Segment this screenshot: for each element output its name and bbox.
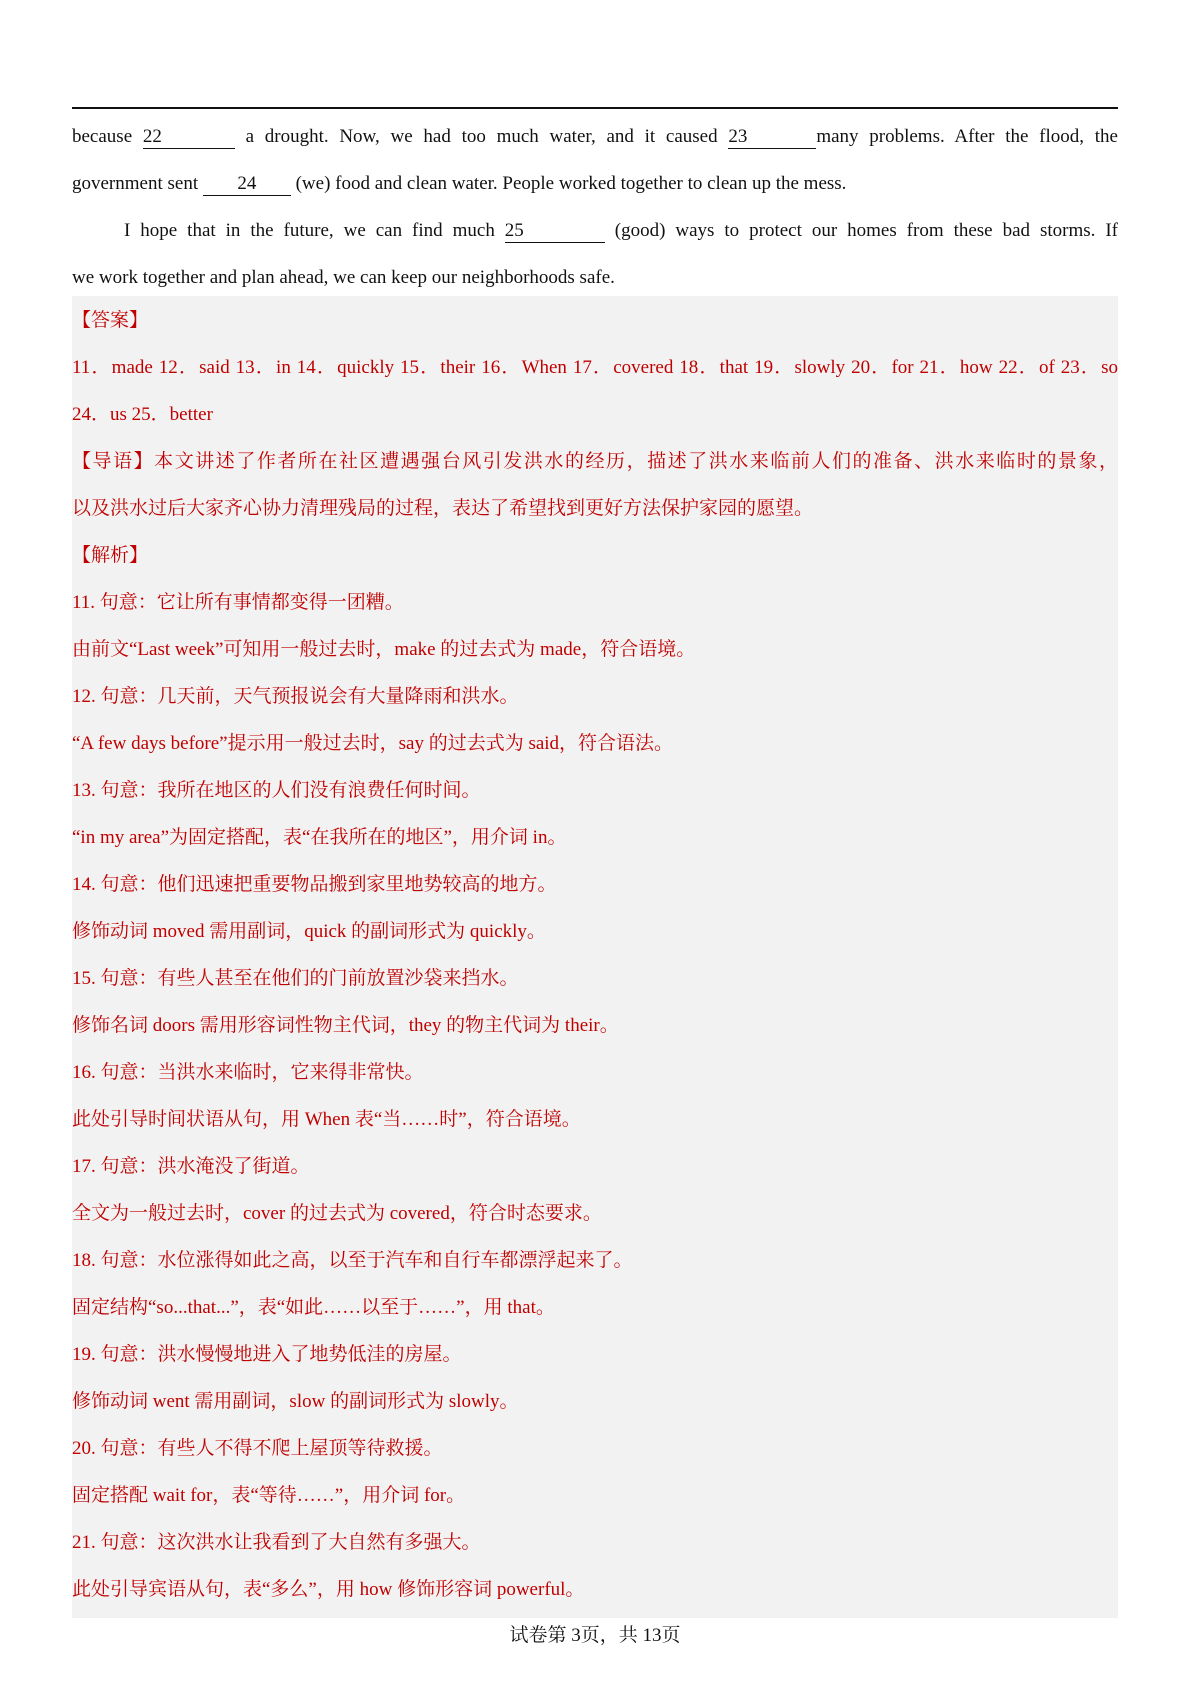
blank-24: 24 xyxy=(203,173,291,196)
analysis-18-meaning: 18. 句意：水位涨得如此之高，以至于汽车和自行车都漂浮起来了。 xyxy=(72,1250,633,1271)
passage-text: (we) food and clean water. People worked together to clean up the mess. xyxy=(290,173,847,194)
analysis-13-meaning: 13. 句意：我所在地区的人们没有浪费任何时间。 xyxy=(72,780,481,801)
passage-line-4: we work together and plan ahead, we can keep our neighborhoods safe. xyxy=(72,267,615,288)
analysis-14-meaning: 14. 句意：他们迅速把重要物品搬到家里地势较高的地方。 xyxy=(72,874,557,895)
passage-line-2 xyxy=(72,160,1118,207)
analysis-19-explain: 修饰动词 went 需用副词，slow 的副词形式为 slowly。 xyxy=(72,1391,519,1412)
guide-line-1: 【导语】本文讲述了作者所在社区遭遇强台风引发洪水的经历，描述了洪水来临前人们的准备、洪水来临时的景象， xyxy=(72,451,1118,472)
answer-heading: 【答案】 xyxy=(72,310,149,331)
blank-22: 22 xyxy=(143,126,235,149)
analysis-12-meaning: 12. 句意：几天前，天气预报说会有大量降雨和洪水。 xyxy=(72,686,519,707)
analysis-21-meaning: 21. 句意：这次洪水让我看到了大自然有多强大。 xyxy=(72,1532,481,1553)
analysis-21-explain: 此处引导宾语从句，表“多么”，用 how 修饰形容词 powerful。 xyxy=(72,1579,585,1600)
analysis-heading: 【解析】 xyxy=(72,545,149,566)
analysis-20-explain: 固定搭配 wait for，表“等待……”，用介词 for。 xyxy=(72,1485,466,1506)
analysis-19-meaning: 19. 句意：洪水慢慢地进入了地势低洼的房屋。 xyxy=(72,1344,462,1365)
passage-text: many problems. After the flood, the xyxy=(816,126,1118,147)
analysis-15-meaning: 15. 句意：有些人甚至在他们的门前放置沙袋来挡水。 xyxy=(72,968,519,989)
analysis-12-explain: “A few days before”提示用一般过去时，say 的过去式为 said，符合语法。 xyxy=(72,733,674,754)
analysis-17-meaning: 17. 句意：洪水淹没了街道。 xyxy=(72,1156,310,1177)
analysis-13-explain: “in my area”为固定搭配，表“在我所在的地区”，用介词 in。 xyxy=(72,827,567,848)
passage-text: a drought. Now, we had too much water, and it caused xyxy=(234,126,729,147)
header-rule xyxy=(72,107,1118,109)
answer-section xyxy=(72,297,1118,1613)
analysis-11-explain: 由前文“Last week”可知用一般过去时，make 的过去式为 made，符合语境。 xyxy=(72,639,696,660)
guide-line-2: 以及洪水过后大家齐心协力清理残局的过程，表达了希望找到更好方法保护家园的愿望。 xyxy=(72,498,814,519)
analysis-20-meaning: 20. 句意：有些人不得不爬上屋顶等待救援。 xyxy=(72,1438,443,1459)
passage-text: (good) ways to protect our homes from these bad storms. If xyxy=(604,220,1118,241)
analysis-18-explain: 固定结构“so...that...”，表“如此……以至于……”，用 that。 xyxy=(72,1297,555,1318)
passage xyxy=(72,113,1118,301)
analysis-11-meaning: 11. 句意：它让所有事情都变得一团糟。 xyxy=(72,592,404,613)
analysis-16-explain: 此处引导时间状语从句，用 When 表“当……时”，符合语境。 xyxy=(72,1109,581,1130)
page-footer: 试卷第 3页，共 13页 xyxy=(509,1625,681,1646)
passage-text: government sent xyxy=(72,173,203,194)
passage-text: because xyxy=(72,126,143,147)
answer-key-line-2: 24．us 25．better xyxy=(72,404,213,425)
blank-25: 25 xyxy=(505,220,605,243)
analysis-15-explain: 修饰名词 doors 需用形容词性物主代词，they 的物主代词为 their。 xyxy=(72,1015,619,1036)
passage-line-3 xyxy=(72,207,1118,254)
analysis-17-explain: 全文为一般过去时，cover 的过去式为 covered，符合时态要求。 xyxy=(72,1203,602,1224)
analysis-14-explain: 修饰动词 moved 需用副词，quick 的副词形式为 quickly。 xyxy=(72,921,546,942)
passage-line-1 xyxy=(72,113,1118,160)
answer-key-line-1: 11．made 12．said 13．in 14．quickly 15．their 16．When 17．covered 18．that 19．slowly 20．for 21．how 22．of 23．so xyxy=(72,357,1118,378)
blank-23: 23 xyxy=(728,126,816,149)
analysis-16-meaning: 16. 句意：当洪水来临时，它来得非常快。 xyxy=(72,1062,424,1083)
passage-text: I hope that in the future, we can find much xyxy=(124,220,505,241)
